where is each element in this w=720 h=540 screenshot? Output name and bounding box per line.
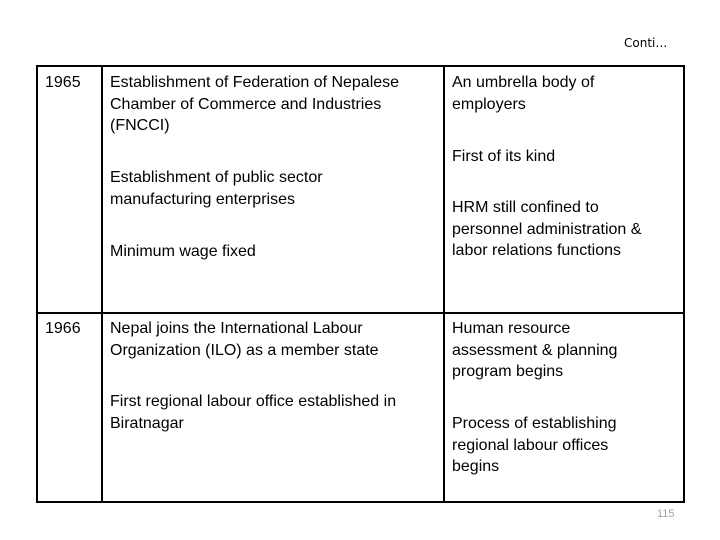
impact-text: An umbrella body of employers [452,74,595,113]
column-divider-event [443,67,445,501]
impact-text: HRM still confined to personnel administration & labor relations functions [452,199,642,259]
continued-label: Conti… [624,36,668,50]
event-text: Establishment of Federation of Nepalese Chamber of Commerce and Industries (FNCCI) [110,74,400,134]
timeline-table [36,65,685,503]
event-text: First regional labour office established in Biratnagar [110,393,397,432]
impact-text: First of its kind [452,148,556,165]
column-divider-year [101,67,103,501]
year-cell: 1966 [45,320,81,337]
impact-text: Process of establishing regional labour offices begins [452,415,617,475]
event-text: Establishment of public sector manufacturing enterprises [110,169,323,208]
impact-text: Human resource assessment & planning program begins [452,320,618,380]
year-cell: 1965 [45,74,81,91]
event-text: Minimum wage fixed [110,243,256,260]
event-text: Nepal joins the International Labour Organization (ILO) as a member state [110,320,379,359]
page-number: 115 [657,508,675,520]
row-divider [38,312,683,314]
